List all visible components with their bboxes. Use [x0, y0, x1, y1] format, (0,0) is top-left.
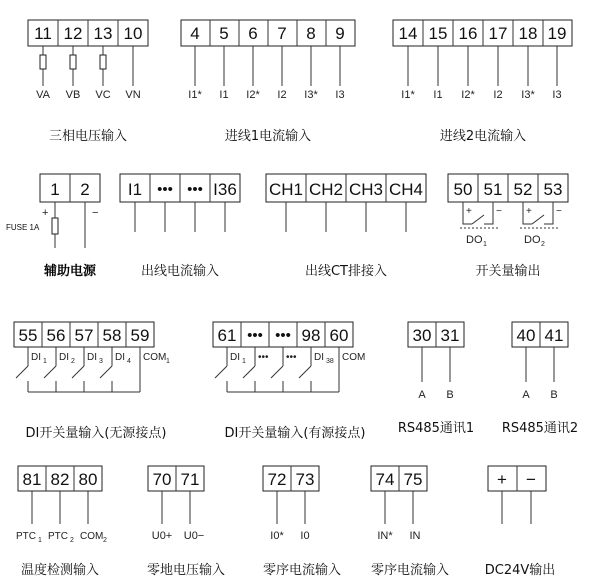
do2-plus: +: [526, 206, 532, 217]
rs1-a-label: A: [418, 389, 426, 401]
terminal-11: 11: [34, 24, 52, 43]
terminal-12: 12: [63, 24, 83, 43]
terminal-ellipsis: •••: [275, 327, 291, 344]
switch-contact-icon: [100, 366, 112, 378]
terminal-i36: I36: [213, 180, 237, 199]
label-i1: I1: [433, 89, 443, 101]
dots-label: •••: [286, 352, 297, 363]
di-passive-title: DI开关量输入(无源接点): [25, 426, 167, 441]
ptc1-label: PTC: [16, 531, 36, 542]
terminal-8: 8: [306, 24, 316, 43]
terminal-75: 75: [403, 470, 423, 489]
do1-label: DO: [466, 234, 483, 246]
terminal-72: 72: [267, 470, 287, 489]
di1-label: DI: [230, 352, 240, 363]
terminal-4: 4: [190, 24, 200, 43]
label-i2-star: I2*: [246, 89, 260, 101]
di1-sub: 1: [43, 358, 47, 365]
di2-label: DI: [59, 352, 69, 363]
zero-current-2-group: [371, 466, 449, 578]
terminal-61: 61: [217, 326, 237, 345]
aux-plus-label: +: [42, 207, 49, 219]
fuse-icon: [40, 55, 46, 69]
terminal-17: 17: [488, 24, 508, 43]
label-i2: I2: [277, 89, 287, 101]
rs485-1-title: RS485通讯1: [397, 421, 475, 436]
di-passive-group: [14, 322, 170, 441]
com1-label: COM: [143, 352, 167, 363]
terminal-19: 19: [547, 24, 567, 43]
terminal-5: 5: [219, 24, 229, 43]
line1-title: 进线1电流输入: [224, 129, 312, 144]
terminal-81: 81: [22, 470, 42, 489]
terminal-15: 15: [428, 24, 448, 43]
terminal-59: 59: [130, 326, 150, 345]
zero-current-1-group: [263, 466, 341, 578]
aux-fuse-label: FUSE 1A: [6, 223, 40, 232]
terminal-ellipsis: •••: [157, 181, 173, 198]
terminal-40: 40: [516, 326, 536, 345]
di38-label: DI: [314, 352, 324, 363]
terminal-ellipsis: •••: [187, 181, 203, 198]
u0-plus-label: U0+: [151, 530, 173, 542]
switch-output-title: 开关量输出: [475, 264, 541, 279]
terminal-73: 73: [295, 470, 315, 489]
terminal-14: 14: [398, 24, 418, 43]
rs2-b-label: B: [550, 389, 558, 401]
zero-current-1-title: 零序电流输入: [262, 563, 342, 578]
terminal-82: 82: [50, 470, 70, 489]
di4-label: DI: [115, 352, 125, 363]
fuse-icon: [70, 55, 76, 69]
temp-group: [16, 466, 107, 578]
terminal-13: 13: [93, 24, 113, 43]
terminal-9: 9: [335, 24, 345, 43]
line1-current-group: [181, 20, 355, 144]
label-i1-star: I1*: [401, 89, 415, 101]
switch-contact-icon: [271, 366, 283, 378]
do2-minus: −: [556, 206, 562, 217]
terminal-74: 74: [375, 470, 395, 489]
com2-label: COM: [80, 531, 104, 542]
terminal-70: 70: [152, 470, 172, 489]
aux-minus-label: −: [92, 207, 99, 219]
di-active-group: [213, 322, 366, 441]
terminal-51: 51: [483, 180, 503, 199]
terminal-50: 50: [453, 180, 473, 199]
i0-star-label: I0*: [270, 530, 284, 542]
di1-sub: 1: [242, 358, 246, 365]
label-vb: VB: [65, 89, 81, 101]
terminal-57: 57: [74, 326, 94, 345]
terminal-31: 31: [440, 326, 460, 345]
outgoing-title: 出线电流输入: [140, 264, 220, 279]
rs485-2-group: [502, 322, 578, 436]
terminal-10: 10: [123, 24, 143, 43]
com-label: COM: [342, 352, 366, 363]
zero-voltage-title: 零地电压输入: [146, 563, 226, 578]
label-i3: I3: [552, 89, 562, 101]
aux-title: 辅助电源: [43, 264, 97, 279]
terminal-53: 53: [543, 180, 563, 199]
line2-current-group: [393, 20, 572, 144]
label-va: VA: [36, 89, 50, 101]
terminal-98: 98: [301, 326, 321, 345]
di4-sub: 4: [127, 358, 131, 365]
terminal-plus: +: [497, 470, 507, 489]
switch-contact-icon: [16, 366, 28, 378]
do2-label: DO: [524, 234, 541, 246]
dc24v-group: [485, 466, 556, 578]
terminal-1: 1: [50, 180, 60, 199]
do1-minus: −: [496, 206, 502, 217]
rs485-2-title: RS485通讯2: [501, 421, 579, 436]
rs2-a-label: A: [522, 389, 530, 401]
voltage-input-group: [28, 20, 148, 144]
di2-sub: 2: [71, 358, 75, 365]
switch-contact-icon: [215, 366, 227, 378]
label-vn: VN: [125, 89, 141, 101]
terminal-2: 2: [80, 180, 90, 199]
do1-sub: 1: [483, 241, 487, 248]
i0-label: I0: [300, 530, 310, 542]
terminal-minus: −: [526, 470, 536, 489]
switch-contact-icon: [243, 366, 255, 378]
terminal-ch4: CH4: [388, 180, 424, 199]
terminal-60: 60: [329, 326, 349, 345]
switch-output-group: [448, 174, 568, 279]
terminal-56: 56: [46, 326, 66, 345]
ptc2-label: PTC: [48, 531, 68, 542]
di1-label: DI: [31, 352, 41, 363]
aux-power-group: [6, 174, 100, 279]
terminal-i1: I1: [127, 180, 143, 199]
label-i2: I2: [493, 89, 503, 101]
dots-label: •••: [258, 352, 269, 363]
fuse-icon: [100, 55, 106, 69]
terminal-80: 80: [78, 470, 98, 489]
do1-plus: +: [466, 206, 472, 217]
u0-minus-label: U0−: [183, 530, 205, 542]
label-i3-star: I3*: [304, 89, 318, 101]
label-i3-star: I3*: [521, 89, 535, 101]
terminal-16: 16: [458, 24, 478, 43]
label-i2-star: I2*: [461, 89, 475, 101]
di3-sub: 3: [99, 358, 103, 365]
terminal-71: 71: [180, 470, 200, 489]
ptc1-sub: 1: [38, 537, 42, 544]
zero-current-2-title: 零序电流输入: [370, 563, 450, 578]
line2-title: 进线2电流输入: [439, 129, 527, 144]
outgoing-current-group: [120, 174, 240, 279]
label-i1: I1: [219, 89, 229, 101]
switch-contact-icon: [72, 366, 84, 378]
terminal-58: 58: [102, 326, 122, 345]
in-label: IN: [409, 530, 421, 542]
dc24v-title: DC24V输出: [484, 563, 556, 578]
terminal-18: 18: [518, 24, 538, 43]
label-i3: I3: [335, 89, 345, 101]
terminal-41: 41: [544, 326, 564, 345]
terminal-7: 7: [277, 24, 287, 43]
rs1-b-label: B: [446, 389, 454, 401]
rs485-1-group: [398, 322, 474, 436]
in-star-label: IN*: [377, 530, 393, 542]
di38-sub: 38: [326, 358, 334, 365]
do2-sub: 2: [541, 241, 545, 248]
terminal-52: 52: [513, 180, 533, 199]
di-active-title: DI开关量输入(有源接点): [224, 426, 366, 441]
terminal-30: 30: [412, 326, 432, 345]
ct-title: 出线CT排接入: [304, 264, 388, 279]
di3-label: DI: [87, 352, 97, 363]
switch-contact-icon: [299, 366, 311, 378]
terminal-55: 55: [18, 326, 38, 345]
label-vc: VC: [95, 89, 111, 101]
switch-contact-icon: [44, 366, 56, 378]
com2-sub: 2: [103, 537, 107, 544]
ct-group: [266, 174, 426, 279]
terminal-ch2: CH2: [308, 180, 344, 199]
com1-sub: 1: [166, 358, 170, 365]
terminal-6: 6: [248, 24, 258, 43]
terminal-ch3: CH3: [348, 180, 384, 199]
temp-title: 温度检测输入: [20, 563, 100, 578]
fuse-icon: [52, 218, 58, 234]
terminal-ellipsis: •••: [247, 327, 263, 344]
ptc2-sub: 2: [70, 537, 74, 544]
zero-voltage-group: [147, 466, 225, 578]
voltage-title: 三相电压输入: [48, 129, 128, 144]
terminal-ch1: CH1: [268, 180, 304, 199]
label-i1-star: I1*: [188, 89, 202, 101]
